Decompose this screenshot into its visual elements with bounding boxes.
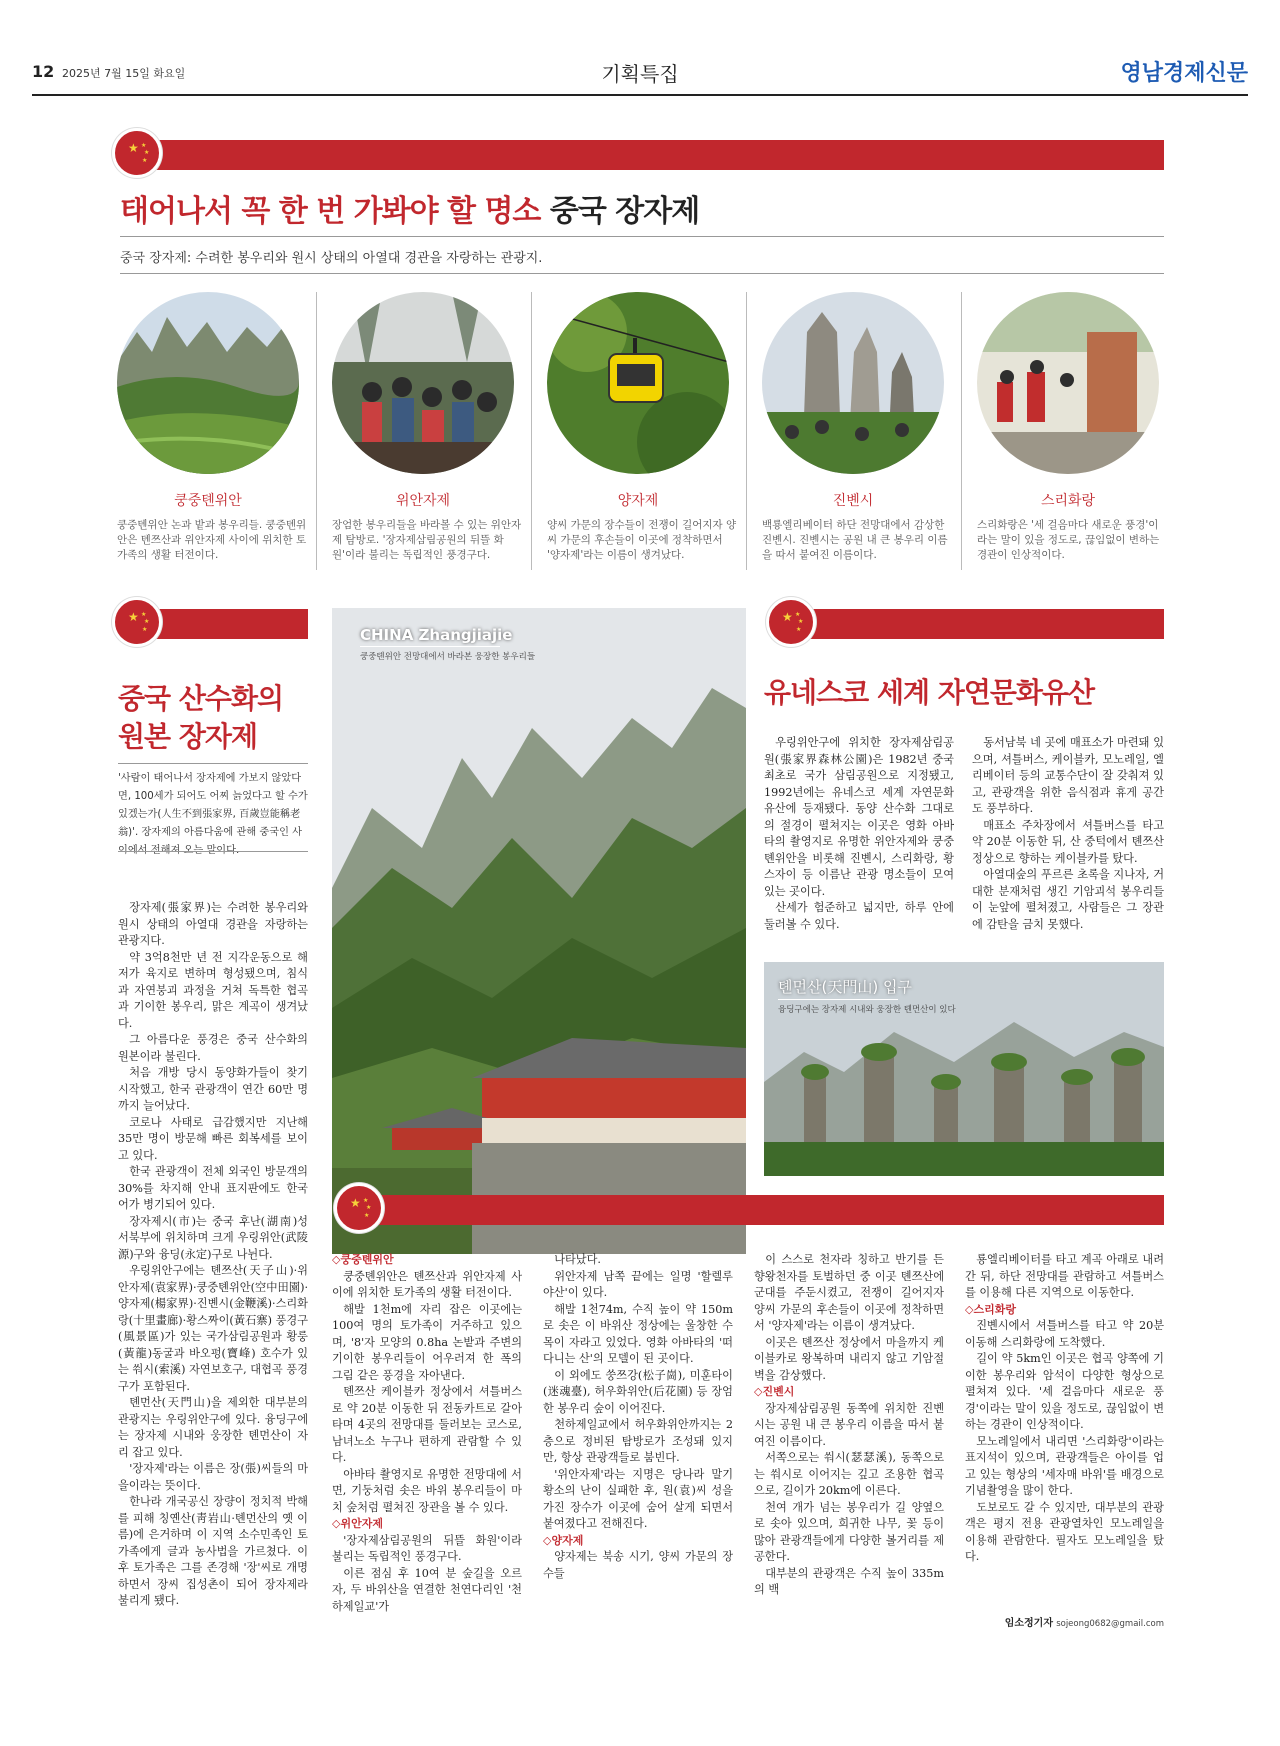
photo-title: 톈먼산(天門山) 입구 — [778, 978, 912, 996]
newspaper-logo: 영남경제신문 — [1120, 61, 1248, 86]
place-description: 장엄한 봉우리들을 바라볼 수 있는 위안자제 탐방로. '장자제삼림공원의 뒤뜰 화원'이라 불리는 독립적인 풍경구다. — [332, 519, 522, 561]
place-description: 양씨 가문의 장수들이 전쟁이 길어지자 양씨 가문의 후손들이 이곳에 정착하면서 '양자제'라는 이름이 생겨났다. — [547, 519, 737, 561]
photo-jinbianxi — [762, 292, 944, 474]
paragraph: 쿵중톈위안은 톈쯔산과 위안자제 사이에 위치한 토가족의 생활 터전이다. — [332, 1269, 522, 1299]
china-flag-icon: ★ ★ ★ ★ — [334, 1183, 384, 1233]
caption-underline — [360, 646, 500, 647]
paragraph: 그 아름다운 풍경은 중국 산수화의 원본이라 불린다. — [118, 1033, 308, 1063]
place-card — [762, 292, 944, 474]
paragraph: 톈먼산(天門山)을 제외한 대부분의 관광지는 우링위안구에 있다. 융딩구에는 장자제 시내와 웅장한 톈먼산이 자리 잡고 있다. — [118, 1396, 308, 1459]
paragraph: 아바타 촬영지로 유명한 전망대에 서면, 기둥처럼 솟은 바위 봉우리들이 마치 숲처럼 펼쳐진 장관을 볼 수 있다. — [332, 1467, 522, 1514]
section-bar — [782, 609, 1164, 639]
paragraph: 위안자제 남쪽 끝에는 일명 '할렐루야산'이 있다. — [543, 1269, 733, 1299]
place-description: 스리화랑은 '세 걸음마다 새로운 풍경'이라는 말이 있을 정도로, 끊임없이 변하는 경관이 인상적이다. — [977, 519, 1160, 561]
bottom-article-col1 — [332, 1252, 522, 1615]
section-name: 기획특집 — [601, 62, 679, 86]
zhangjiajie-main-photo — [332, 608, 746, 1254]
column-rule — [961, 292, 962, 570]
photo-yangjiajie — [547, 292, 729, 474]
paragraph: 장자제삼림공원 동쪽에 위치한 진볜시는 공원 내 큰 봉우리 이름을 따서 붙여진 이름이다. — [754, 1401, 944, 1448]
paragraph: 이 외에도 쑹쯔강(松子崗), 미훈타이(迷魂臺), 허우화위안(后花園) 등 장엄한 봉우리 숲이 이어진다. — [543, 1368, 733, 1415]
photo-title: CHINA Zhangjiajie — [360, 626, 513, 644]
issue-date: 2025년 7월 15일 화요일 — [62, 67, 186, 80]
place-description: 쿵중톈위안 논과 밭과 봉우리들. 쿵중톈위안은 톈쯔산과 위안자제 사이에 위치한 토가족의 생활 터전이다. — [117, 519, 307, 561]
photo-caption — [360, 626, 535, 662]
place-label: 진볜시 — [832, 493, 874, 509]
paragraph: 룡엘리베이터를 타고 계곡 아래로 내려간 뒤, 하단 전망대를 관람하고 셔틀버스를 이용해 다른 지역으로 이동한다. — [965, 1253, 1164, 1299]
right-article-col2 — [972, 735, 1164, 933]
place-description: 백룡엘리베이터 하단 전망대에서 감상한 진볜시. 진볜시는 공원 내 큰 봉우리 이름을 따서 붙여진 이름이다. — [762, 519, 948, 561]
paragraph: 모노레일에서 내리면 '스리화랑'이라는 표지석이 있으며, 관광객들은 아이를 업고 있는 형상의 '세자매 바위'를 배경으로 기념촬영을 많이 한다. — [965, 1434, 1164, 1497]
paragraph: 동서남북 네 곳에 매표소가 마련돼 있으며, 셔틀버스, 케이블카, 모노레일, 엘리베이터 등의 교통수단이 잘 갖춰져 있고, 관광객을 위한 음식점과 휴게 공간도 풍부하다. — [972, 736, 1164, 815]
paragraph: 톈쯔산 케이블카 정상에서 셔틀버스로 약 20분 이동한 뒤 전동카트로 갈아타며 4곳의 전망대를 둘러보는 코스로, 남녀노소 누구나 편하게 관람할 수 있다. — [332, 1385, 522, 1464]
paragraph: 처음 개방 당시 동양화가들이 찾기 시작했고, 한국 관광객이 연간 60만 명까지 늘어났다. — [118, 1066, 308, 1112]
paragraph: 길이 약 5km인 이곳은 협곡 양쪽에 기이한 봉우리와 암석이 다양한 형상으로 펼쳐져 있다. '세 걸음마다 새로운 풍경'이라는 말이 있을 정도로, 끊임없이 변하는 경관이 인상적이다. — [965, 1352, 1164, 1431]
left-title-line1: 중국 산수화의 — [118, 682, 284, 715]
left-section-title — [118, 680, 283, 756]
paragraph: 나타났다. — [554, 1253, 601, 1266]
paragraph: 코로나 사태로 급감했지만 지난해 35만 명이 방문해 빠른 회복세를 보이고 있다. — [118, 1115, 308, 1162]
paragraph: 장자제(張家界)는 수려한 봉우리와 원시 상태의 아열대 경관을 자랑하는 관광지다. — [118, 901, 308, 947]
paragraph: 이른 점심 후 10여 분 숲길을 오르자, 두 바위산을 연결한 천연다리인 '천하제일교'가 — [332, 1566, 522, 1613]
photo-caption-text: 쿵중톈위안 전망대에서 바라본 웅장한 봉우리들 — [360, 652, 536, 662]
photo-yuanjiajie — [332, 292, 514, 474]
column-rule — [316, 292, 317, 570]
paragraph: 해발 1천m에 자리 잡은 이곳에는 100여 명의 토가족이 거주하고 있으며, '8'자 모양의 0.8ha 논밭과 주변의 기이한 봉우리들이 어우러져 한 폭의 그림 같은 풍경을 자아낸다. — [332, 1302, 522, 1382]
paragraph: 매표소 주차장에서 셔틀버스를 타고 약 20분 이동한 뒤, 산 중턱에서 톈쯔산 정상으로 향하는 케이블카를 탔다. — [972, 818, 1164, 865]
paragraph: 진볜시에서 셔틀버스를 타고 약 20분 이동해 스리화랑에 도착했다. — [965, 1319, 1164, 1349]
paragraph: 양자제는 북송 시기, 양씨 가문의 장수들 — [543, 1550, 733, 1580]
china-flag-icon: ★ ★ ★ ★ — [112, 128, 162, 178]
paragraph: 한국 관광객이 전체 외국인 방문객의 30%를 차지해 안내 표지판에도 한국어가 병기되어 있다. — [118, 1165, 308, 1211]
paragraph: '장자제삼림공원의 뒤뜰 화원'이라 불리는 독립적인 풍경구다. — [332, 1533, 522, 1563]
paragraph: 우링위안구에 위치한 장자제삼림공원(張家界森林公園)은 1982년 중국 최초로 국가 삼림공원으로 지정됐고, 1992년에는 유네스코 세계 자연문화유산에 등재됐다. 동양 산수화 그대로의 절경이 펼쳐지는 이곳은 영화 아바타의 촬영지로 유명한 위안자제와 쿵중톈위안을 비롯해 진볜시, 스리화랑, 황스자이 등 이름난 관광 명소들이 모여 있는 곳이다. — [764, 736, 954, 898]
subhead: ◇양자제 — [543, 1533, 584, 1547]
divider — [120, 236, 1164, 237]
paragraph: 대부분의 관광객은 수직 높이 335m의 백 — [754, 1566, 944, 1596]
subhead: ◇쿵중톈위안 — [332, 1253, 394, 1266]
photo-shilihualang — [977, 292, 1159, 474]
headline-red: 태어나서 꼭 한 번 가봐야 할 명소 — [120, 194, 541, 229]
reporter-email: sojeong0682@gmail.com — [1056, 1619, 1164, 1629]
divider — [120, 273, 1164, 274]
paragraph: '장자제'라는 이름은 장(張)씨들의 마을이라는 뜻이다. — [118, 1462, 308, 1492]
place-label: 양자제 — [617, 493, 659, 509]
byline — [965, 1614, 1164, 1629]
paragraph: 도보로도 갈 수 있지만, 대부분의 관광객은 평지 전용 관광열차인 모노레일을 이용해 관람한다. 필자도 모노레일을 탔다. — [965, 1500, 1164, 1563]
paragraph: '위안자제'라는 지명은 당나라 말기 황소의 난이 실패한 후, 원(袁)씨 성을 가진 장수가 이곳에 숨어 살게 되면서 붙여졌다고 전해진다. — [543, 1467, 733, 1530]
photo-caption-text: 융딩구에는 장자제 시내와 웅장한 톈먼산이 있다 — [778, 1005, 956, 1015]
place-label: 위안자제 — [395, 493, 451, 509]
section-bar — [356, 1195, 1164, 1225]
paragraph: 해발 1천74m, 수직 높이 약 150m로 솟은 이 바위산 정상에는 울창한 수목이 자라고 있었다. 영화 아바타의 '떠다니는 산'의 모델이 된 곳이다. — [543, 1302, 733, 1365]
paragraph: 이곳은 톈쯔산 정상에서 마을까지 케이블카로 왕복하며 내리지 않고 기암절벽을 감상했다. — [754, 1335, 944, 1382]
place-card — [332, 292, 514, 474]
china-flag-icon: ★ ★ ★ ★ — [112, 597, 162, 647]
bottom-article-col3 — [754, 1252, 944, 1599]
masthead — [32, 52, 1248, 96]
right-section-title: 유네스코 세계 자연문화유산 — [764, 676, 1095, 709]
place-card — [117, 292, 299, 474]
paragraph: 아열대숲의 푸르른 초록을 지나자, 거대한 분재처럼 생긴 기암괴석 봉우리들이 눈앞에 펼쳐졌고, 사람들은 그 장관에 감탄을 금치 못했다. — [972, 868, 1164, 931]
photo-kongzhongtianyuan — [117, 292, 299, 474]
paragraph: 천하제일교에서 허우화위안까지는 2층으로 정비된 탐방로가 조성돼 있지만, 항상 관광객들로 붐빈다. — [543, 1418, 733, 1464]
subhead: ◇위안자제 — [332, 1517, 383, 1530]
column-rule — [746, 292, 747, 570]
left-intro: '사람이 태어나서 장자제에 가보지 않았다면, 100세가 되어도 어찌 늙었다고 할 수가 있겠는가(人生不到張家界, 百歲豈能稱老翁)'. 장자제의 아름다움에 관해 중국인 사 — [118, 773, 308, 838]
left-title-line2: 원본 장자제 — [118, 720, 257, 753]
paragraph: 산세가 험준하고 넓지만, 하루 안에 둘러볼 수 있다. — [764, 901, 954, 931]
paragraph: 천여 개가 넘는 봉우리가 길 양옆으로 솟아 있으며, 희귀한 나무, 꽃 등이 많아 관광객들에게 다양한 볼거리를 제공한다. — [754, 1500, 944, 1563]
bottom-article-col2 — [543, 1252, 733, 1582]
paragraph: 약 3억8천만 년 전 지각운동으로 해저가 육지로 변하며 형성됐으며, 침식과 자연붕괴 과정을 거쳐 독특한 협곡과 기이한 봉우리, 맑은 계곡이 생겨났다. — [118, 950, 308, 1030]
header-bar — [128, 140, 1164, 170]
divider — [118, 851, 308, 852]
caption-underline — [778, 999, 898, 1000]
place-card — [977, 292, 1159, 474]
china-flag-icon: ★ ★ ★ ★ — [766, 597, 816, 647]
page-headline — [120, 186, 699, 230]
bottom-article-col4 — [965, 1252, 1164, 1566]
headline-black: 중국 장자제 — [549, 194, 700, 229]
divider — [118, 763, 308, 764]
paragraph: 장자제시(市)는 중국 후난(湖南)성 서북부에 위치하며 크게 우링위안(武陵源)구와 융딩(永定)구로 나뉜다. — [118, 1214, 308, 1261]
left-article-body — [118, 900, 308, 1610]
place-label: 스리화랑 — [1040, 493, 1096, 509]
paragraph: 한나라 개국공신 장량이 정치적 박해를 피해 칭옌산(靑岩山·톈먼산의 옛 이름)에 은거하며 이 지역 소수민족인 토가족에게 글과 농사법을 가르쳤다. 이후 토가족은 그를 존경해 '장'씨로 개명하면서 장씨 집성촌이 되어 장자제라 불리게 됐다. — [118, 1495, 308, 1607]
page-number: 12 — [32, 62, 55, 81]
subhead: ◇진볜시 — [754, 1385, 795, 1398]
paragraph: 이 스스로 천자라 칭하고 반기를 든 향왕천자를 토벌하던 중 이곳 톈쯔산에 군대를 주둔시켰고, 전쟁이 길어지자 양씨 가문의 후손들이 이곳에 정착하면서 '양자제'라는 이름이 생겨났다. — [754, 1253, 944, 1332]
lede: 중국 장자제: 수려한 봉우리와 원시 상태의 아열대 경관을 자랑하는 관광지. — [120, 251, 543, 266]
photo-caption — [778, 976, 956, 1015]
tianmenshan-photo — [764, 962, 1164, 1176]
place-label: 쿵중톈위안 — [174, 493, 242, 509]
paragraph: 서쪽으로는 쒀시(瑟瑟溪), 동쪽으로는 쒀시로 이어지는 깊고 조용한 협곡으로, 길이가 20km에 이른다. — [754, 1451, 944, 1497]
column-rule — [531, 292, 532, 570]
place-card — [547, 292, 729, 474]
reporter-name: 임소정기자 — [1004, 1618, 1053, 1629]
subhead: ◇스리화랑 — [965, 1302, 1016, 1316]
paragraph: 우링위안구에는 톈쯔산(天子山)·위안자제(袁家界)·쿵중톈위안(空中田園)·양자제(楊家界)·진볜시(金鞭溪)·스리화랑(十里畫廊)·황스짜이(黃石寨) 풍경구(風景區)가 있는 국가삼림공원과 황룽(黃龍)동굴과 바오펑(寶峰) 호수가 있는 쒀시(索溪) 자연보호구, 대협곡 풍경구가 포함된다. — [118, 1264, 308, 1393]
right-article-col1 — [764, 735, 954, 933]
